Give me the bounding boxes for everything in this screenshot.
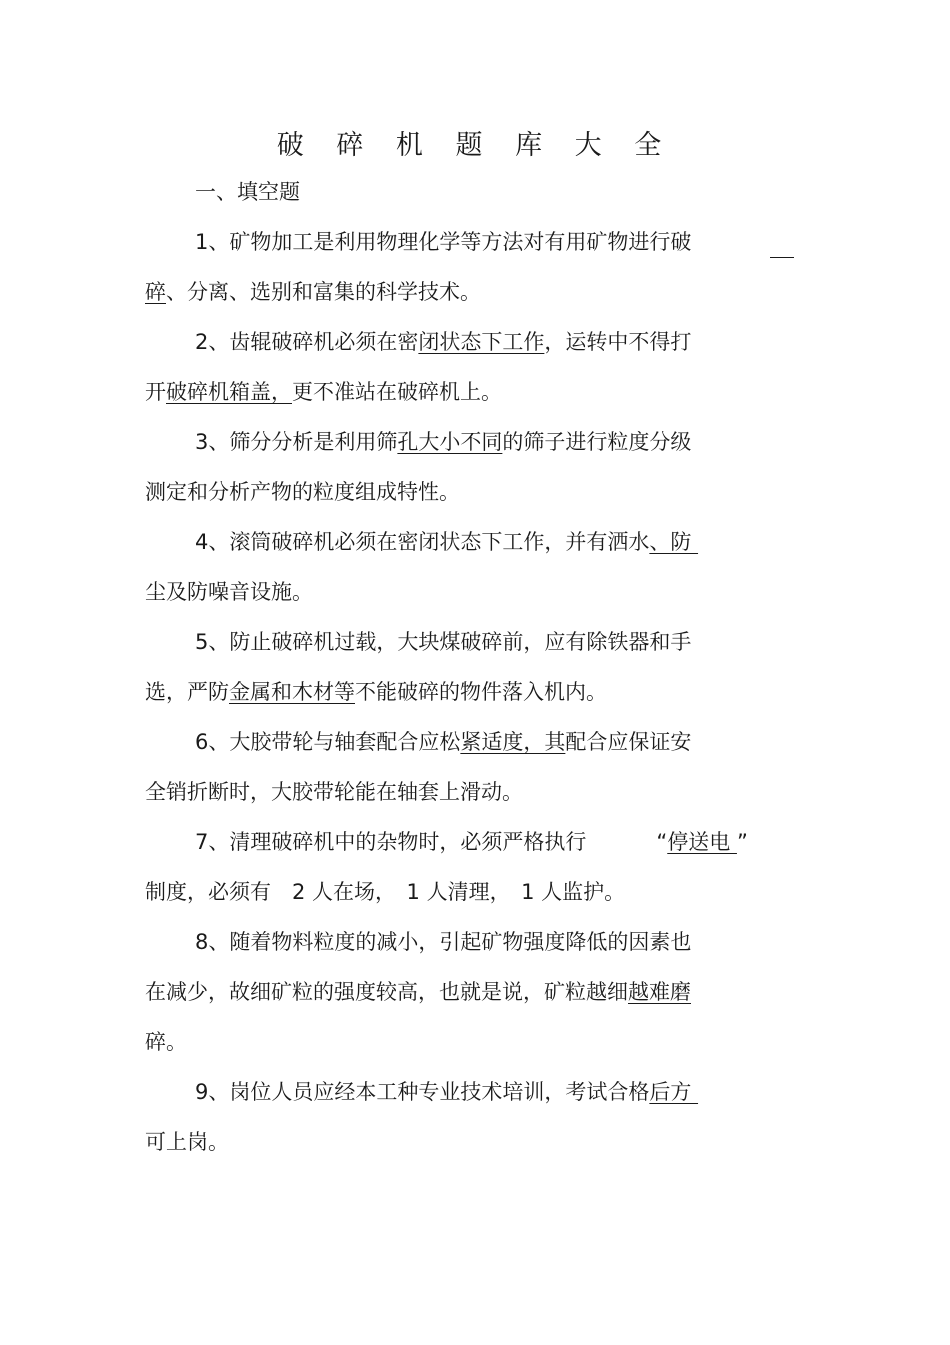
question-6-line-1: 6、大胶带轮与轴套配合应松紧适度，其配合应保证安: [195, 730, 692, 754]
answer-5: 金属和木材等: [229, 680, 355, 704]
answer-4: 、防: [649, 530, 699, 554]
question-2-line-1: 2、齿辊破碎机必须在密闭状态下工作，运转中不得打: [195, 330, 692, 354]
page-title: 破 碎 机 题 库 大 全: [276, 130, 674, 161]
question-1-line-1: 1、矿物加工是利用物理化学等方法对有用矿物进行破: [195, 230, 692, 254]
question-3-line-2: 测定和分析产物的粒度组成特性。: [145, 480, 460, 504]
question-1-blank: [770, 227, 794, 258]
question-5-line-1: 5、防止破碎机过载，大块煤破碎前，应有除铁器和手: [195, 630, 692, 654]
question-6-line-2: 全销折断时，大胶带轮能在轴套上滑动。: [145, 780, 523, 804]
question-2-line-2: 开破碎机箱盖，更不准站在破碎机上。: [145, 380, 502, 404]
question-8-line-2: 在减少，故细矿粒的强度较高，也就是说，矿粒越细越难磨: [145, 980, 691, 1004]
answer-3: 孔大小不同: [397, 430, 503, 454]
answer-7: 停送电: [667, 830, 737, 854]
answer-6: 紧适度，其: [460, 730, 566, 754]
question-5-line-2: 选，严防金属和木材等不能破碎的物件落入机内。: [145, 680, 607, 704]
question-3-line-1: 3、筛分分析是利用筛孔大小不同的筛子进行粒度分级: [195, 430, 692, 454]
question-4-line-2: 尘及防噪音设施。: [145, 580, 313, 604]
question-9-line-1: 9、岗位人员应经本工种专业技术培训，考试合格后方: [195, 1080, 699, 1104]
answer-1: 碎: [145, 280, 166, 304]
question-8-line-3: 碎。: [145, 1030, 187, 1054]
question-8-line-1: 8、随着物料粒度的减小，引起矿物强度降低的因素也: [195, 930, 692, 954]
answer-2a: 闭状态下工作: [418, 330, 545, 354]
answer-8: 越难磨: [628, 980, 691, 1004]
question-7-line-1: 7、清理破碎机中的杂物时，必须严格执行 “停送电 ”: [195, 830, 748, 854]
section-heading: 一、填空题: [195, 180, 300, 204]
question-1-line-2: 碎、分离、选别和富集的科学技术。: [145, 280, 481, 304]
answer-9: 后方: [649, 1080, 699, 1104]
question-9-line-2: 可上岗。: [145, 1130, 229, 1154]
question-7-line-2: 制度，必须有 2 人在场， 1 人清理， 1 人监护。: [145, 880, 626, 904]
question-4-line-1: 4、滚筒破碎机必须在密闭状态下工作，并有洒水、防: [195, 530, 699, 554]
answer-2b: 破碎机箱盖，: [166, 380, 292, 404]
